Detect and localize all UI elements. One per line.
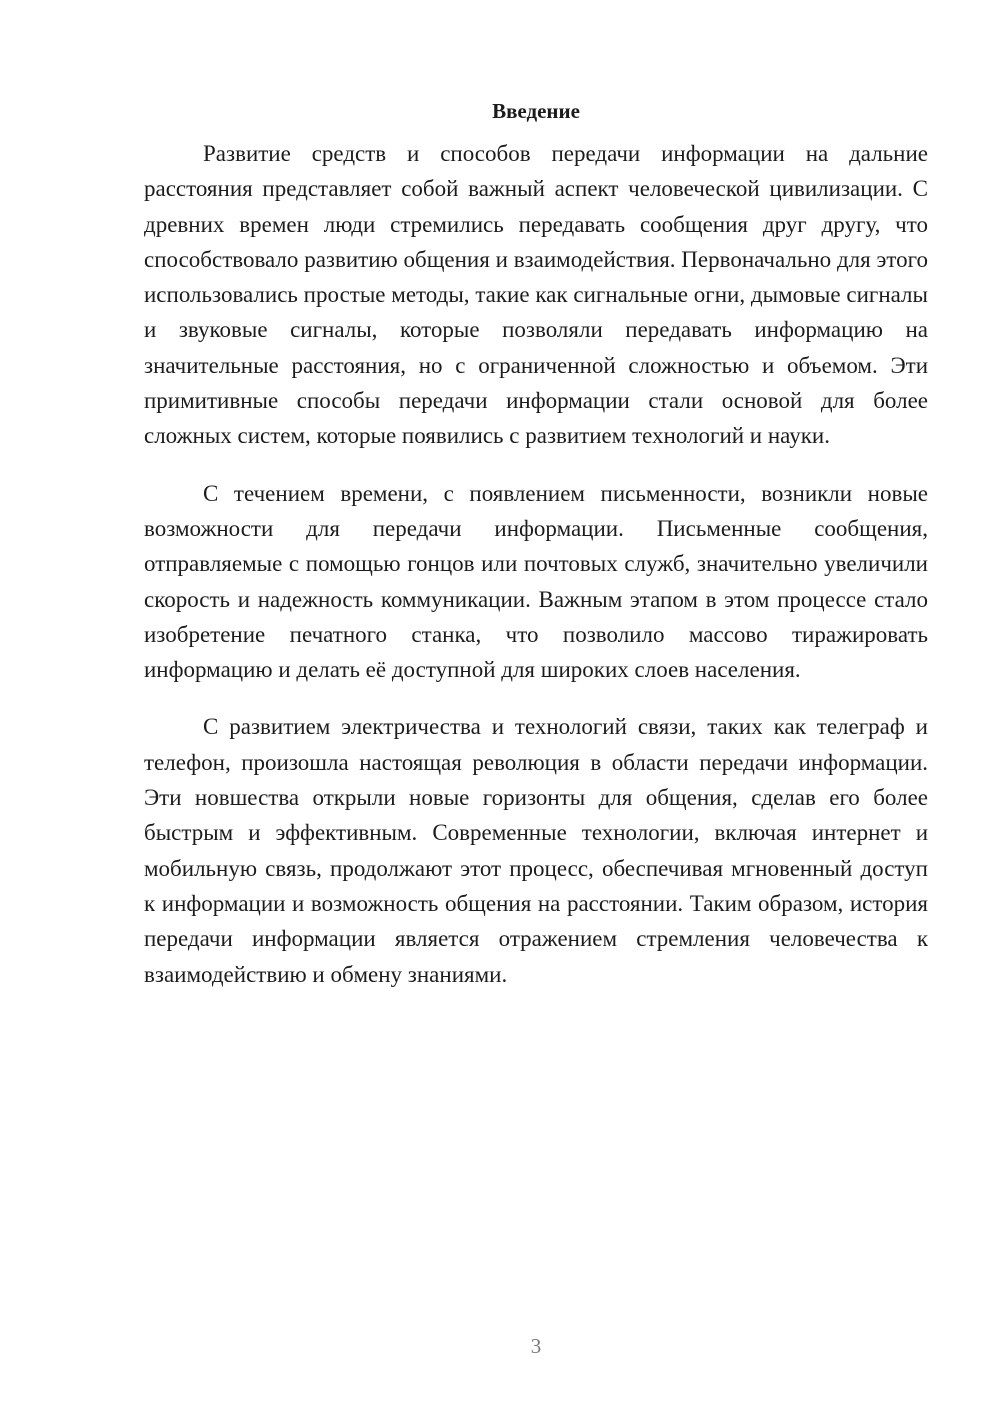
paragraph-1: Развитие средств и способов передачи информации на дальние расстояния представляет собой важный аспект человеческой цивилизации. С древних времен люди стремились передавать сообщения друг другу, что способствовало развитию общения и взаимодействия. Первоначально для этого использовались простые методы, такие как сигнальные огни, дымовые сигналы и звуковые сигналы, которые позволяли передавать информацию на значительные расстояния, но с ограниченной сложностью и объемом. Эти примитивные способы передачи информации стали основой для более сложных систем, которые появились с развитием технологий и науки. xyxy=(144,141,928,449)
page-number: 3 xyxy=(530,1334,542,1358)
paragraph-3: С развитием электричества и технологий связи, таких как телеграф и телефон, произошла настоящая революция в области передачи информации. Эти новшества открыли новые горизонты для общения, сделав его более быстрым и эффективным. Современные технологии, включая интернет и мобильную связь, продолжают этот процесс, обеспечивая мгновенный доступ к информации и возможность общения на расстоянии. Таким образом, история передачи информации является отражением стремления человечества к взаимодействию и обмену знаниями. xyxy=(144,714,928,987)
section-heading: Введение xyxy=(492,99,580,123)
page-content xyxy=(144,96,928,1014)
paragraph-2: С течением времени, с появлением письменности, возникли новые возможности для передачи информации. Письменные сообщения, отправляемые с помощью гонцов или почтовых служб, значительно увеличили скорость и надежность коммуникации. Важным этапом в этом процессе стало изобретение печатного станка, что позволило массово тиражировать информацию и делать её доступной для широких слоев населения. xyxy=(144,480,928,683)
